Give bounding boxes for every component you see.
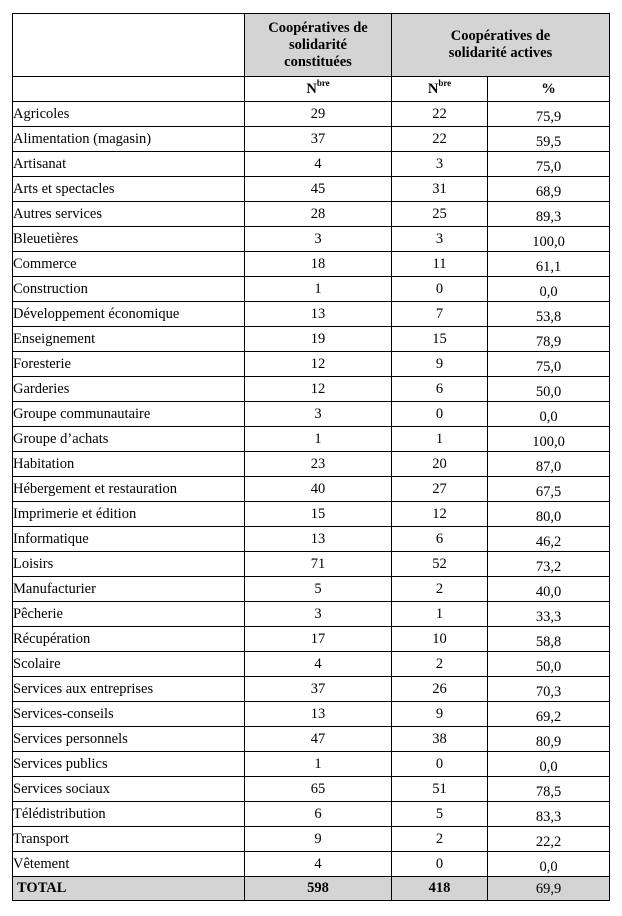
row-active-percent: 50,0 bbox=[488, 652, 610, 677]
row-constituted-count: 23 bbox=[245, 452, 392, 477]
row-constituted-count: 12 bbox=[245, 352, 392, 377]
table-body bbox=[13, 102, 610, 901]
total-active-percent: 69,9 bbox=[488, 877, 610, 901]
row-category: Alimentation (magasin) bbox=[13, 127, 245, 152]
row-category: Transport bbox=[13, 827, 245, 852]
header-constituted: Coopératives de solidarité constituées bbox=[245, 14, 392, 77]
row-active-count: 5 bbox=[392, 802, 488, 827]
row-active-percent: 59,5 bbox=[488, 127, 610, 152]
row-active-percent: 0,0 bbox=[488, 402, 610, 427]
row-active-count: 9 bbox=[392, 702, 488, 727]
row-constituted-count: 3 bbox=[245, 602, 392, 627]
row-active-count: 2 bbox=[392, 577, 488, 602]
row-active-percent: 75,0 bbox=[488, 352, 610, 377]
table-row bbox=[13, 802, 610, 827]
row-active-percent: 70,3 bbox=[488, 677, 610, 702]
row-constituted-count: 4 bbox=[245, 152, 392, 177]
row-active-count: 6 bbox=[392, 377, 488, 402]
total-constituted-count: 598 bbox=[245, 877, 392, 901]
row-constituted-count: 28 bbox=[245, 202, 392, 227]
row-category: Enseignement bbox=[13, 327, 245, 352]
row-active-count: 22 bbox=[392, 127, 488, 152]
row-active-percent: 87,0 bbox=[488, 452, 610, 477]
table-row bbox=[13, 402, 610, 427]
row-active-percent: 53,8 bbox=[488, 302, 610, 327]
row-category: Services-conseils bbox=[13, 702, 245, 727]
row-category: Services sociaux bbox=[13, 777, 245, 802]
row-active-percent: 0,0 bbox=[488, 852, 610, 877]
row-active-percent: 69,2 bbox=[488, 702, 610, 727]
row-constituted-count: 17 bbox=[245, 627, 392, 652]
row-constituted-count: 5 bbox=[245, 577, 392, 602]
table-row bbox=[13, 152, 610, 177]
row-constituted-count: 3 bbox=[245, 402, 392, 427]
row-category: Informatique bbox=[13, 527, 245, 552]
row-constituted-count: 18 bbox=[245, 252, 392, 277]
table-row bbox=[13, 502, 610, 527]
row-active-count: 11 bbox=[392, 252, 488, 277]
row-constituted-count: 40 bbox=[245, 477, 392, 502]
table-row bbox=[13, 627, 610, 652]
row-active-percent: 61,1 bbox=[488, 252, 610, 277]
row-active-count: 22 bbox=[392, 102, 488, 127]
nbre-label: N bbox=[427, 80, 439, 97]
row-category: Arts et spectacles bbox=[13, 177, 245, 202]
table-row bbox=[13, 777, 610, 802]
row-active-count: 2 bbox=[392, 827, 488, 852]
row-active-count: 38 bbox=[392, 727, 488, 752]
row-active-count: 1 bbox=[392, 427, 488, 452]
row-active-percent: 46,2 bbox=[488, 527, 610, 552]
row-active-count: 10 bbox=[392, 627, 488, 652]
row-constituted-count: 6 bbox=[245, 802, 392, 827]
row-category: Foresterie bbox=[13, 352, 245, 377]
table-row bbox=[13, 702, 610, 727]
row-active-count: 27 bbox=[392, 477, 488, 502]
row-category: Artisanat bbox=[13, 152, 245, 177]
table-row bbox=[13, 277, 610, 302]
row-active-percent: 75,0 bbox=[488, 152, 610, 177]
row-active-count: 2 bbox=[392, 652, 488, 677]
row-constituted-count: 4 bbox=[245, 852, 392, 877]
row-category: Commerce bbox=[13, 252, 245, 277]
table-row bbox=[13, 427, 610, 452]
row-constituted-count: 4 bbox=[245, 652, 392, 677]
row-category: Loisirs bbox=[13, 552, 245, 577]
row-active-percent: 83,3 bbox=[488, 802, 610, 827]
row-active-count: 31 bbox=[392, 177, 488, 202]
header-blank-cell bbox=[13, 14, 245, 77]
table-row bbox=[13, 352, 610, 377]
row-category: Imprimerie et édition bbox=[13, 502, 245, 527]
row-active-percent: 68,9 bbox=[488, 177, 610, 202]
row-active-count: 26 bbox=[392, 677, 488, 702]
table-row bbox=[13, 552, 610, 577]
row-category: Services aux entreprises bbox=[13, 677, 245, 702]
row-category: Bleuetières bbox=[13, 227, 245, 252]
row-active-percent: 58,8 bbox=[488, 627, 610, 652]
table-row bbox=[13, 177, 610, 202]
row-constituted-count: 3 bbox=[245, 227, 392, 252]
table-row bbox=[13, 377, 610, 402]
row-constituted-count: 19 bbox=[245, 327, 392, 352]
row-active-percent: 73,2 bbox=[488, 552, 610, 577]
subheader-percent: % bbox=[488, 77, 610, 102]
row-category: Garderies bbox=[13, 377, 245, 402]
table-row bbox=[13, 202, 610, 227]
row-active-count: 3 bbox=[392, 227, 488, 252]
row-category: Autres services bbox=[13, 202, 245, 227]
table-row bbox=[13, 477, 610, 502]
row-active-percent: 100,0 bbox=[488, 227, 610, 252]
subheader-nbre-constituted bbox=[245, 77, 392, 102]
row-active-percent: 22,2 bbox=[488, 827, 610, 852]
row-active-count: 0 bbox=[392, 752, 488, 777]
row-active-percent: 89,3 bbox=[488, 202, 610, 227]
row-constituted-count: 37 bbox=[245, 127, 392, 152]
row-active-percent: 100,0 bbox=[488, 427, 610, 452]
row-category: Habitation bbox=[13, 452, 245, 477]
table-row bbox=[13, 127, 610, 152]
row-category: Récupération bbox=[13, 627, 245, 652]
table-row bbox=[13, 102, 610, 127]
row-constituted-count: 1 bbox=[245, 277, 392, 302]
row-constituted-count: 15 bbox=[245, 502, 392, 527]
row-constituted-count: 65 bbox=[245, 777, 392, 802]
subheader-blank-cell bbox=[13, 77, 245, 102]
table-row bbox=[13, 302, 610, 327]
row-active-count: 20 bbox=[392, 452, 488, 477]
table-row bbox=[13, 577, 610, 602]
row-category: Développement économique bbox=[13, 302, 245, 327]
row-active-count: 0 bbox=[392, 402, 488, 427]
row-category: Télédistribution bbox=[13, 802, 245, 827]
table-row bbox=[13, 752, 610, 777]
row-active-count: 1 bbox=[392, 602, 488, 627]
row-category: Vêtement bbox=[13, 852, 245, 877]
table-row bbox=[13, 827, 610, 852]
row-constituted-count: 1 bbox=[245, 752, 392, 777]
row-active-percent: 50,0 bbox=[488, 377, 610, 402]
table-row bbox=[13, 602, 610, 627]
row-active-percent: 80,0 bbox=[488, 502, 610, 527]
row-constituted-count: 29 bbox=[245, 102, 392, 127]
row-active-count: 6 bbox=[392, 527, 488, 552]
row-constituted-count: 13 bbox=[245, 302, 392, 327]
table-row bbox=[13, 527, 610, 552]
row-active-percent: 75,9 bbox=[488, 102, 610, 127]
row-category: Services publics bbox=[13, 752, 245, 777]
header-active: Coopératives de solidarité actives bbox=[392, 14, 610, 77]
row-constituted-count: 1 bbox=[245, 427, 392, 452]
total-label: TOTAL bbox=[13, 877, 245, 901]
row-active-percent: 80,9 bbox=[488, 727, 610, 752]
row-category: Construction bbox=[13, 277, 245, 302]
table-row bbox=[13, 652, 610, 677]
row-category: Agricoles bbox=[13, 102, 245, 127]
row-active-percent: 78,9 bbox=[488, 327, 610, 352]
table-row bbox=[13, 327, 610, 352]
row-constituted-count: 13 bbox=[245, 527, 392, 552]
nbre-superscript: bre bbox=[316, 77, 330, 88]
row-active-count: 3 bbox=[392, 152, 488, 177]
row-category: Groupe communautaire bbox=[13, 402, 245, 427]
row-active-percent: 0,0 bbox=[488, 277, 610, 302]
row-active-percent: 40,0 bbox=[488, 577, 610, 602]
row-active-count: 12 bbox=[392, 502, 488, 527]
table-row bbox=[13, 252, 610, 277]
row-active-count: 7 bbox=[392, 302, 488, 327]
row-constituted-count: 47 bbox=[245, 727, 392, 752]
row-category: Pêcherie bbox=[13, 602, 245, 627]
row-active-count: 15 bbox=[392, 327, 488, 352]
row-category: Services personnels bbox=[13, 727, 245, 752]
row-constituted-count: 45 bbox=[245, 177, 392, 202]
row-constituted-count: 37 bbox=[245, 677, 392, 702]
row-category: Groupe d’achats bbox=[13, 427, 245, 452]
row-category: Scolaire bbox=[13, 652, 245, 677]
table-row bbox=[13, 452, 610, 477]
row-active-percent: 78,5 bbox=[488, 777, 610, 802]
row-constituted-count: 9 bbox=[245, 827, 392, 852]
row-active-percent: 33,3 bbox=[488, 602, 610, 627]
total-row bbox=[13, 877, 610, 901]
table-row bbox=[13, 227, 610, 252]
row-active-percent: 0,0 bbox=[488, 752, 610, 777]
row-active-count: 9 bbox=[392, 352, 488, 377]
row-constituted-count: 12 bbox=[245, 377, 392, 402]
row-active-count: 0 bbox=[392, 277, 488, 302]
row-active-count: 25 bbox=[392, 202, 488, 227]
nbre-superscript: bre bbox=[438, 77, 452, 88]
table-row bbox=[13, 852, 610, 877]
table-row bbox=[13, 727, 610, 752]
nbre-label: N bbox=[306, 80, 317, 97]
row-active-count: 51 bbox=[392, 777, 488, 802]
row-constituted-count: 13 bbox=[245, 702, 392, 727]
cooperatives-table bbox=[12, 13, 610, 901]
row-category: Manufacturier bbox=[13, 577, 245, 602]
subheader-nbre-active bbox=[392, 77, 488, 102]
row-active-percent: 67,5 bbox=[488, 477, 610, 502]
row-constituted-count: 71 bbox=[245, 552, 392, 577]
row-active-count: 52 bbox=[392, 552, 488, 577]
row-category: Hébergement et restauration bbox=[13, 477, 245, 502]
total-active-count: 418 bbox=[392, 877, 488, 901]
row-active-count: 0 bbox=[392, 852, 488, 877]
table-row bbox=[13, 677, 610, 702]
